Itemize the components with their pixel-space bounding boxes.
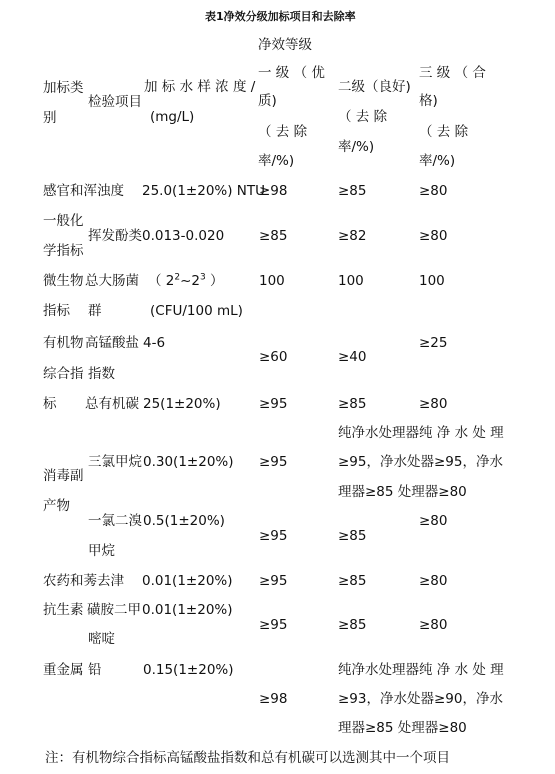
row7-level2: ≥85 [338, 528, 367, 544]
row4-level2: ≥40 [338, 349, 367, 365]
header-level3-line3: （ 去 除 [419, 124, 469, 140]
row2-item: 挥发酚类 [88, 228, 142, 244]
row10-level23-line1: 纯净水处理器纯 净 水 处 理 [338, 662, 504, 678]
header-grade-group: 净效等级 [258, 37, 312, 53]
row9-item-line2: 嘧啶 [88, 631, 115, 647]
row2-level1: ≥85 [259, 228, 288, 244]
row9-concentration: 0.01(1±20%) [142, 602, 233, 618]
header-level3-line2: 格) [419, 93, 438, 109]
row1-level3: ≥80 [419, 183, 448, 199]
row9-level1: ≥95 [259, 617, 288, 633]
header-level1-line1: 一 级 （ 优 [258, 65, 325, 81]
row1-item: 感官和浑浊度 [43, 183, 124, 199]
row7-level3: ≥80 [419, 513, 448, 529]
row9-level2: ≥85 [338, 617, 367, 633]
row4-level3: ≥25 [419, 335, 448, 351]
header-level1-line3: （ 去 除 [258, 124, 308, 140]
row1-level2: ≥85 [338, 183, 367, 199]
row6-level23-line2: ≥95，净水处器≥95，净水 [338, 454, 503, 470]
row4-item-line1: 高锰酸盐 [85, 335, 139, 351]
row6-level1: ≥95 [259, 454, 288, 470]
row8-level1: ≥95 [259, 573, 288, 589]
row4-category-line2: 综合指 [43, 366, 84, 382]
header-concentration-line1: 加 标 水 样 浓 度 / [144, 79, 256, 95]
row6-category-line2: 产物 [43, 498, 70, 514]
row3-item-line2: 群 [88, 303, 102, 319]
row2-level3: ≥80 [419, 228, 448, 244]
row2-category-line1: 一般化 [43, 213, 84, 229]
row8-concentration: 0.01(1±20%) [142, 573, 233, 589]
header-concentration-line2: (mg/L) [150, 109, 195, 125]
row10-level23-line2: ≥93，净水处器≥90，净水 [338, 691, 503, 707]
row9-item-line1: 磺胺二甲 [87, 602, 141, 618]
row10-concentration: 0.15(1±20%) [143, 662, 234, 678]
header-category-line2: 别 [43, 110, 57, 126]
header-level1-line2: 质) [258, 93, 277, 109]
header-level2-line1: 二级（良好) [338, 79, 411, 95]
row3-level3: 100 [419, 273, 445, 289]
row2-concentration: 0.013-0.020 [142, 228, 225, 244]
row6-level23-line3: 理器≥85 处理器≥80 [338, 484, 467, 500]
row6-item: 三氯甲烷 [88, 454, 142, 470]
table-caption: 表1净效分级加标项目和去除率 [205, 10, 356, 23]
table-note: 注：有机物综合指标高锰酸盐指数和总有机碳可以选测其中一个项目 [45, 750, 450, 766]
row3-level2: 100 [338, 273, 364, 289]
row4-item-line2: 指数 [88, 366, 115, 382]
row5-item: 总有机碳 [85, 396, 139, 412]
row9-level3: ≥80 [419, 617, 448, 633]
row4-concentration: 4-6 [143, 335, 166, 351]
header-level1-line4: 率/%) [258, 153, 295, 169]
row8-item: 农药和莠去津 [43, 573, 124, 589]
header-level2-line2: （ 去 除 [338, 109, 388, 125]
row4-category-line1: 有机物 [43, 335, 84, 351]
row6-concentration: 0.30(1±20%) [143, 454, 234, 470]
row6-level23-line1: 纯净水处理器纯 净 水 处 理 [338, 425, 504, 441]
header-category-line1: 加标类 [43, 80, 84, 96]
row3-concentration-line2: (CFU/100 mL) [150, 303, 243, 319]
row6-category-line1: 消毒副 [43, 468, 84, 484]
row7-level1: ≥95 [259, 528, 288, 544]
row5-level2: ≥85 [338, 396, 367, 412]
row7-item-line1: 一氯二溴 [88, 513, 142, 529]
row8-level2: ≥85 [338, 573, 367, 589]
row1-concentration: 25.0(1±20%) NTU [142, 183, 266, 199]
row3-level1: 100 [259, 273, 285, 289]
row7-item-line2: 甲烷 [88, 543, 115, 559]
row7-concentration: 0.5(1±20%) [143, 513, 225, 529]
row2-category-line2: 学指标 [43, 243, 84, 259]
header-level3-line4: 率/%) [419, 153, 456, 169]
row3-concentration-line1: （ $2^2\sim 2^3$ ） [148, 272, 224, 289]
row1-level1: ≥98 [259, 183, 288, 199]
row3-item-line1: 总大肠菌 [85, 273, 139, 289]
header-item: 检验项目 [88, 94, 142, 110]
row5-level1: ≥95 [259, 396, 288, 412]
row10-item: 铅 [88, 662, 102, 678]
row4-level1: ≥60 [259, 349, 288, 365]
row9-category: 抗生素 [43, 602, 84, 618]
row3-category-line1: 微生物 [43, 273, 84, 289]
header-level3-line1: 三 级 （ 合 [419, 65, 486, 81]
row5-concentration: 25(1±20%) [143, 396, 221, 412]
row4-category-line3: 标 [43, 396, 57, 412]
row8-level3: ≥80 [419, 573, 448, 589]
row10-level1: ≥98 [259, 691, 288, 707]
header-level2-line3: 率/%) [338, 139, 375, 155]
row2-level2: ≥82 [338, 228, 367, 244]
row5-level3: ≥80 [419, 396, 448, 412]
row3-category-line2: 指标 [43, 303, 70, 319]
row10-category: 重金属 [43, 662, 84, 678]
row10-level23-line3: 理器≥85 处理器≥80 [338, 720, 467, 736]
